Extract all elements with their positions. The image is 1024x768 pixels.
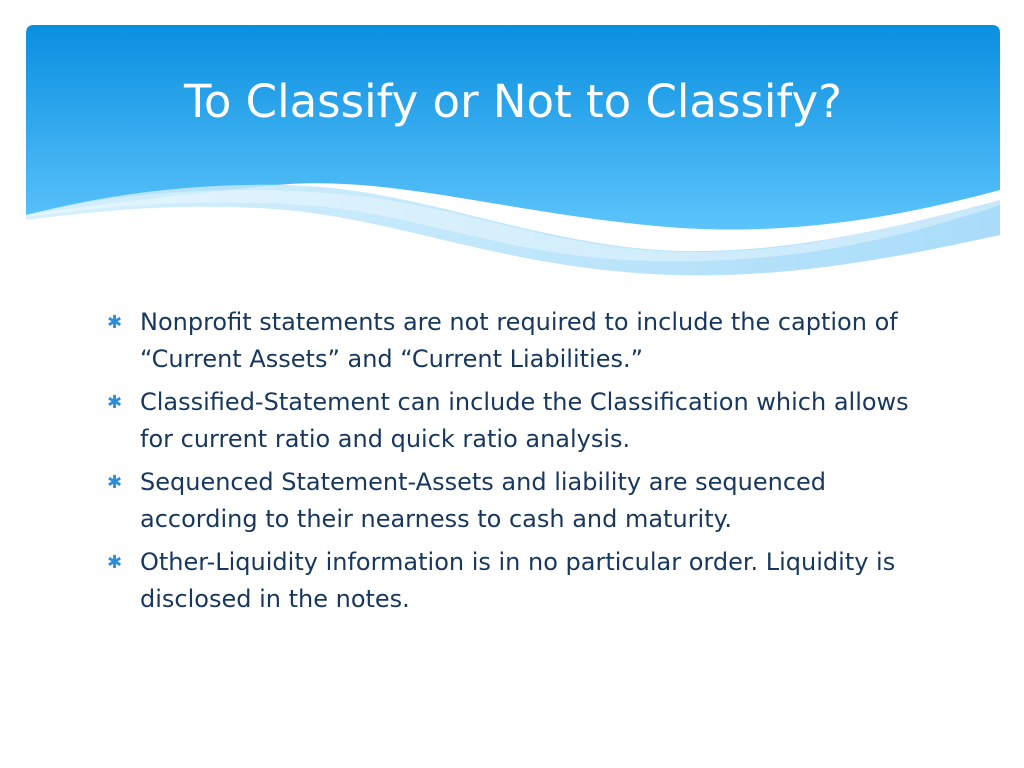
bullet-text: Sequenced Statement-Assets and liability are sequenced according to their nearness to cash and maturity. bbox=[140, 468, 827, 533]
asterisk-icon: ✱ bbox=[107, 312, 123, 333]
bullet-item bbox=[103, 464, 933, 538]
asterisk-icon: ✱ bbox=[107, 552, 123, 573]
bullet-text: Other-Liquidity information is in no particular order. Liquidity is disclosed in the notes. bbox=[140, 548, 896, 613]
bullet-text: Nonprofit statements are not required to include the caption of “Current Assets” and “Current Liabilities.” bbox=[140, 308, 898, 373]
bullet-text: Classified-Statement can include the Classification which allows for current ratio and quick ratio analysis. bbox=[140, 388, 909, 453]
bullet-item bbox=[103, 544, 933, 618]
bullet-item bbox=[103, 384, 933, 458]
asterisk-icon: ✱ bbox=[107, 472, 123, 493]
bullet-list bbox=[103, 304, 933, 624]
bullet-item bbox=[103, 304, 933, 378]
header-wave-banner bbox=[26, 25, 1000, 285]
asterisk-icon: ✱ bbox=[107, 392, 123, 413]
slide-title: To Classify or Not to Classify? bbox=[184, 75, 842, 128]
